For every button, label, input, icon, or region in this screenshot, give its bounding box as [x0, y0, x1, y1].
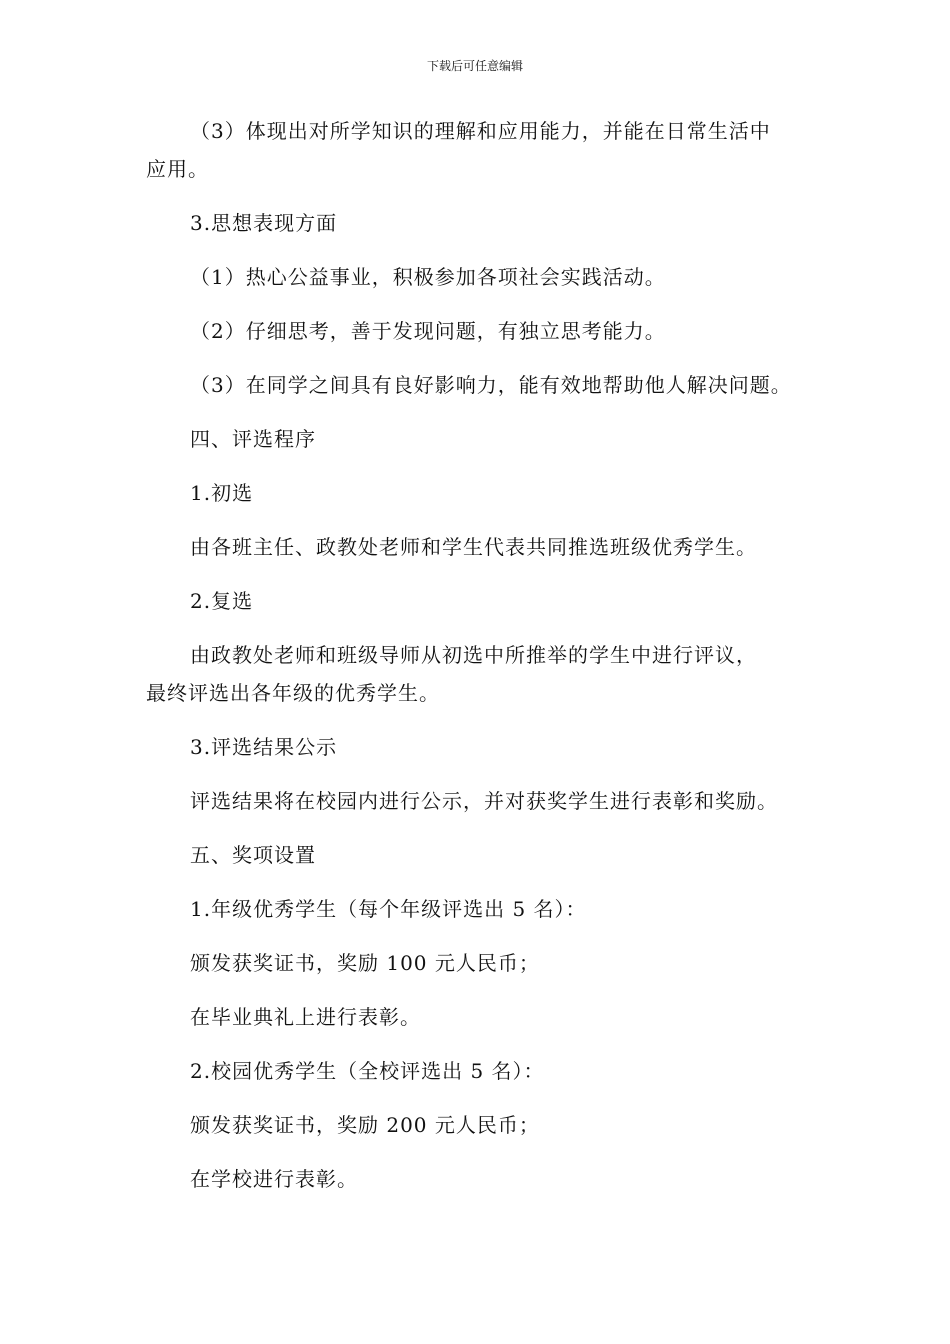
- award-title: 2.校园优秀学生（全校评选出 5 名）：: [190, 1059, 545, 1083]
- paragraph-line: （3）体现出对所学知识的理解和应用能力，并能在日常生活中: [190, 119, 771, 143]
- award-title: 1.年级优秀学生（每个年级评选出 5 名）：: [190, 897, 587, 921]
- subsection-heading: 1.初选: [190, 481, 254, 505]
- list-item: （3）在同学之间具有良好影响力，能有效地帮助他人解决问题。: [190, 373, 792, 397]
- list-item: （2）仔细思考，善于发现问题，有独立思考能力。: [190, 319, 666, 343]
- subsection-heading: 2.复选: [190, 589, 254, 613]
- list-item: （1）热心公益事业，积极参加各项社会实践活动。: [190, 265, 666, 289]
- paragraph-line: 由政教处老师和班级导师从初选中所推举的学生中进行评议，: [190, 643, 757, 667]
- award-prize: 颁发获奖证书，奖励 200 元人民币；: [190, 1113, 540, 1137]
- section-heading: 3.思想表现方面: [190, 211, 338, 235]
- paragraph-line: 最终评选出各年级的优秀学生。: [146, 681, 440, 705]
- subsection-heading: 3.评选结果公示: [190, 735, 338, 759]
- paragraph-line: 由各班主任、政教处老师和学生代表共同推选班级优秀学生。: [190, 535, 757, 559]
- award-prize: 颁发获奖证书，奖励 100 元人民币；: [190, 951, 540, 975]
- section-heading: 五、奖项设置: [190, 843, 316, 867]
- paragraph-line: 应用。: [146, 157, 209, 181]
- award-ceremony: 在学校进行表彰。: [190, 1167, 358, 1191]
- award-ceremony: 在毕业典礼上进行表彰。: [190, 1005, 421, 1029]
- paragraph-line: 评选结果将在校园内进行公示，并对获奖学生进行表彰和奖励。: [190, 789, 778, 813]
- page-header: 下载后可任意编辑: [426, 59, 523, 73]
- section-heading: 四、评选程序: [190, 427, 316, 451]
